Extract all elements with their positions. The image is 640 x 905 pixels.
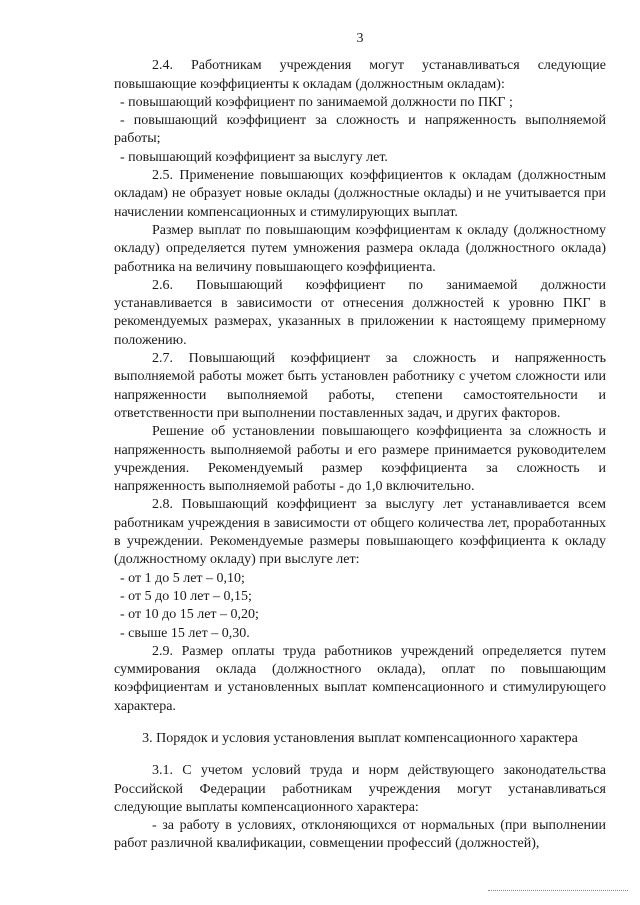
paragraph: - за работу в условиях, отклоняющихся от нормальных (при выполнении работ различной квалификации, совмещении профессий (должностей),: [114, 818, 606, 852]
paragraph: Размер выплат по повышающим коэффициентам к окладу (должностному окладу) определяется путем умножения размера оклада (должностного оклада) работника на величину повышающего коэффициента.: [114, 222, 606, 275]
section-heading: 3. Порядок и условия установления выплат компенсационного характера: [142, 730, 578, 746]
paragraph-2-5: 2.5. Применение повышающих коэффициентов к окладам (должностным окладам) не образует новые оклады (должностные оклады) и не учитывается при начислении компенсационных и стимулирующих выплат.: [114, 168, 606, 220]
list-item: - повышающий коэффициент за выслугу лет.: [120, 149, 388, 165]
paragraph-2-8: 2.8. Повышающий коэффициент за выслугу лет устанавливается всем работникам учреждения в зависимости от общего количества лет, проработанных в учреждении. Рекомендуемые размеры повышающего коэффициента к окладу (должностному окладу) при выслуге лет:: [114, 497, 606, 568]
paragraph: Решение об установлении повышающего коэффициента за сложность и напряженность выполняемой работы и его размере принимается руководителем учреждения. Рекомендуемый размер коэффициента за сложность и напряженность выполняемой работы - до 1,0 включительно.: [114, 424, 606, 495]
list-item: - от 5 до 10 лет – 0,15;: [120, 588, 252, 604]
page-number: 3: [356, 31, 364, 46]
list-item: - от 1 до 5 лет – 0,10;: [120, 570, 245, 586]
paragraph-3-1: 3.1. С учетом условий труда и норм действующего законодательства Российской Федерации работникам учреждения могут устанавливаться следующие выплаты компенсационного характера:: [114, 763, 606, 815]
paragraph-2-6: 2.6. Повышающий коэффициент по занимаемой должности устанавливается в зависимости от отнесения должностей к уровню ПКГ в рекомендуемых размерах, указанных в приложении к настоящему примерному положению.: [114, 277, 606, 348]
paragraph-list: [114, 57, 606, 716]
list-item: - свыше 15 лет – 0,30.: [120, 625, 250, 641]
paragraph-2-4: 2.4. Работникам учреждения могут устанавливаться следующие повышающие коэффициенты к окладам (должностным окладам):: [114, 58, 606, 92]
paragraph-2-9: 2.9. Размер оплаты труда работников учреждений определяется путем суммирования оклада (должностного оклада), оплат по повышающим коэффициентам и установленных выплат компенсационного и стимулирующего характера.: [114, 643, 606, 714]
list-item: - повышающий коэффициент по занимаемой должности по ПКГ ;: [120, 94, 513, 110]
paragraph-2-7: 2.7. Повышающий коэффициент за сложность и напряженность выполняемой работы может быть установлен работнику с учетом сложности или напряженности выполняемой работы, степени самостоятельности и ответственности при выполнении поставленных задач, и других факторов.: [114, 351, 606, 421]
section-paragraph-list: [114, 762, 606, 853]
scan-specks: [488, 888, 628, 891]
list-item: - от 10 до 15 лет – 0,20;: [120, 607, 259, 623]
list-item: - повышающий коэффициент за сложность и напряженность выполняемой работы;: [114, 113, 606, 147]
